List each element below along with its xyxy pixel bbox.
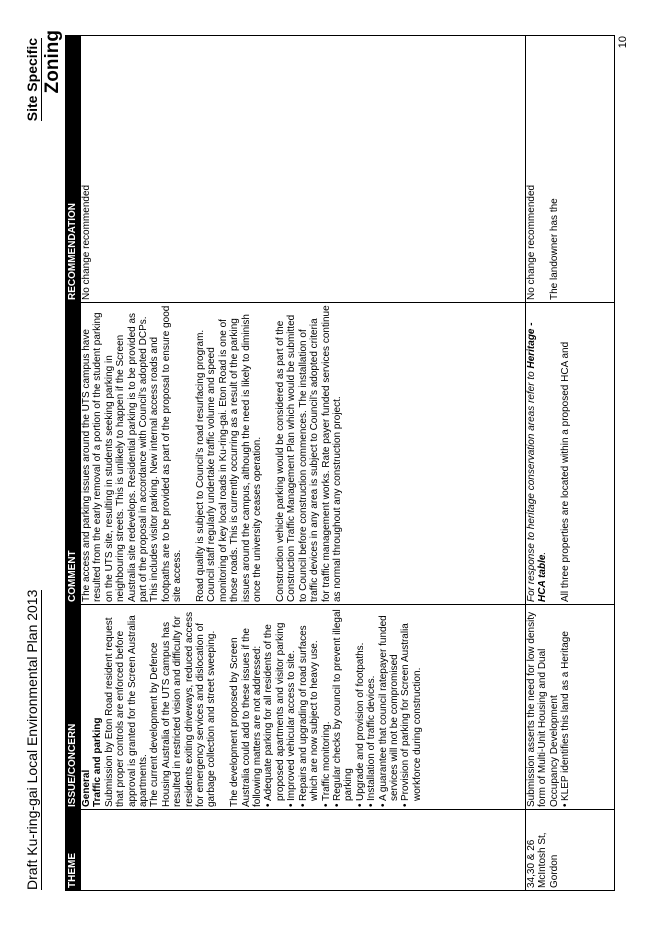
issue-bullet-list bbox=[263, 607, 423, 807]
issue-heading: General bbox=[81, 769, 92, 807]
list-item: • Installation of traffic devices. bbox=[366, 607, 377, 807]
paragraph-gap bbox=[537, 38, 548, 300]
issue-paragraph: The current development by Defence Housing Australia of the UTS campus has resulted in restricted vision and difficulty for residents exiting driveways, reduced access for emergency services and dislocation of garbage collection and street sweeping. bbox=[149, 611, 218, 807]
column-header-theme: THEME bbox=[66, 810, 81, 891]
comment-paragraph: The access and parking issues around the UTS campus have resulted from the early removal of a portion of the student parking on the UTS site, resulting in students seeking parking in neighbouring streets. This is unlikely to happen if the Screen Australia site redevelops. Residential parking is to be provided as part of the proposal in accordance with Council’s adopted DCPs. This includes visitor parking. New internal access roads and footpaths are to be provided as part of the proposal to ensure good site access. bbox=[81, 305, 184, 602]
section-title: Site Specific bbox=[24, 38, 40, 122]
comment-cell bbox=[81, 303, 526, 605]
recommendation-text: The landowner has the bbox=[548, 198, 560, 300]
comment-reference-text: For response to heritage conservation areas refer to bbox=[526, 368, 537, 602]
table-header-row bbox=[66, 36, 81, 891]
submissions-table bbox=[65, 35, 615, 891]
heritage-table-reference: Heritage - HCA table bbox=[526, 322, 549, 602]
page-number: 10 bbox=[617, 36, 629, 49]
recommendation-text: No change recommended bbox=[81, 184, 92, 300]
list-item: • A guarantee that council ratepayer funded services will not be compromised bbox=[378, 607, 401, 807]
issue-cell bbox=[526, 605, 615, 810]
column-header-comment: COMMENT bbox=[66, 303, 81, 605]
comment-paragraph: Construction vehicle parking would be considered as part of the Construction Traffic Management Plan which would be submitted to Council before construction commences. The installation of traffic devices in any area is subject to Council’s adopted criteria for traffic management works. Rate payer funded services continue as normal throughout any construction project. bbox=[274, 305, 343, 602]
list-item: • Improved vehicular access to site. bbox=[286, 607, 297, 807]
list-item: • Repairs and upgrading of road surfaces which are now subject to heavy use. bbox=[298, 607, 321, 807]
issue-paragraph: The development proposed by Screen Australia could add to these issues if the following matters are not addressed: bbox=[229, 628, 264, 807]
document-title: Draft Ku-ring-gai Local Environmental Plan 2013 bbox=[24, 589, 40, 890]
subsection-title: Zoning bbox=[42, 30, 63, 94]
list-item: • KLEP identifies this land as a Heritage bbox=[560, 607, 571, 807]
list-item: • Provision of parking for Screen Australia workforce during construction. bbox=[400, 607, 423, 807]
column-header-issue: ISSUE/CONCERN bbox=[66, 605, 81, 810]
issue-subheading: Traffic and parking bbox=[92, 717, 104, 807]
comment-reference bbox=[526, 305, 549, 602]
list-item: • Upgrade and provision of footpaths. bbox=[355, 607, 366, 807]
issue-paragraph: Submission asserts the need for low density form of Multi-Unit Housing and Dual Occupancy Development bbox=[526, 611, 560, 807]
column-header-recommendation: RECOMMENDATION bbox=[66, 36, 81, 303]
issue-bullet-list bbox=[560, 607, 571, 807]
paragraph-gap bbox=[218, 607, 229, 807]
paragraph-gap bbox=[263, 305, 274, 602]
comment-cell bbox=[526, 303, 615, 605]
theme-cell bbox=[81, 810, 526, 891]
list-item: • Traffic monitoring. bbox=[321, 607, 332, 807]
theme-cell: 34,30 & 26 McIntosh St, Gordon bbox=[526, 810, 615, 891]
paragraph-gap bbox=[549, 305, 560, 602]
comment-paragraph: All three properties are located within a proposed HCA and bbox=[560, 341, 572, 602]
list-item: • Adequate parking for all residents of the proposed apartments and visitor parking bbox=[263, 607, 286, 807]
comment-paragraph: Road quality is subject to Council’s road resurfacing program. Council staff regularly undertake traffic volume and speed monitoring of key local roads in Ku-ring-gai. Eton Road is one of those roads. This is currently occurring as a result of the parking issues around the campus, although the need is likely to diminish once the university ceases operation. bbox=[195, 314, 264, 602]
table-row bbox=[526, 36, 615, 891]
list-item: • Regular checks by council to prevent illegal parking bbox=[332, 607, 355, 807]
issue-paragraph: Submission by Eton Road resident request that proper controls are enforced before approval is granted for the Screen Australia apartments. bbox=[103, 615, 150, 807]
table-row bbox=[81, 36, 526, 891]
recommendation-cell bbox=[81, 36, 526, 303]
paragraph-gap bbox=[184, 305, 195, 602]
recommendation-cell bbox=[526, 36, 615, 303]
issue-cell bbox=[81, 605, 526, 810]
recommendation-text: No change recommended bbox=[526, 184, 537, 300]
comment-reference-end: . bbox=[537, 551, 549, 555]
